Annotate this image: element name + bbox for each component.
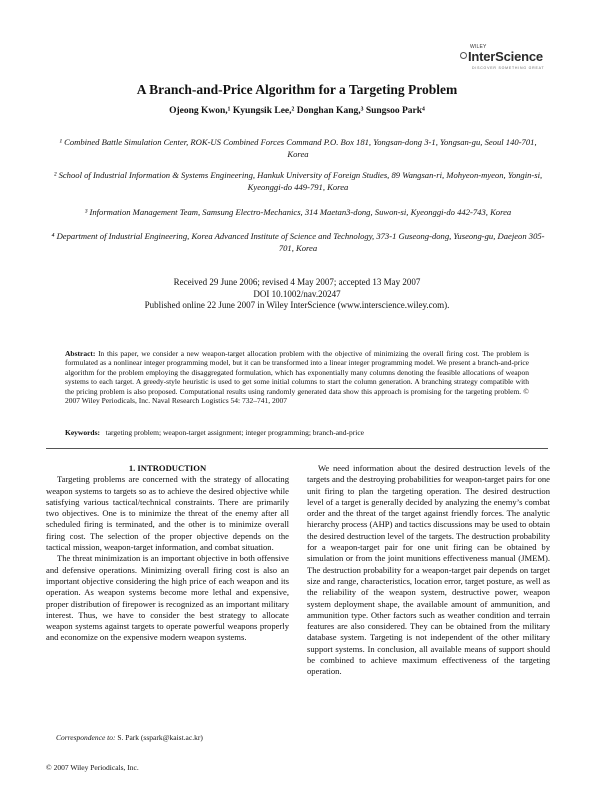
publication-dates: [0, 277, 594, 312]
left-column: [46, 463, 289, 644]
copyright: © 2007 Wiley Periodicals, Inc.: [46, 763, 139, 772]
affiliation-1: ¹ Combined Battle Simulation Center, ROK-US Combined Forces Command P.O. Box 181, Yongsan-dong 3-1, Yongsan-gu, Seoul 140-701, Korea: [59, 137, 537, 159]
logo-main-text: InterScience: [468, 49, 543, 64]
correspondence-text: S. Park (sspark@kaist.ac.kr): [117, 733, 203, 742]
abstract-label: Abstract:: [65, 349, 96, 358]
keywords: [65, 428, 529, 437]
publisher-logo: [460, 44, 554, 74]
paragraph: We need information about the desired destruction levels of the targets and the destroying probabilities for weapon-target pairs for one unit firing to plan the targeting operation. The desired destruction level of a target is generally decided by analyzing the enemy’s combat order and the threat of the target against friendly forces. The analytic hierarchy process (AHP) and tactics discussions may be used to obtain the desired destruction level of the targets. The destruction probability for a weapon-target pair for one unit firing can be obtained by simulation or from the joint munitions effectiveness manual (JMEM). The destruction probability for a weapon-target pair depends on target size and range, characteristics, location error, target posture, as well as the reliability of the weapon system, destructive power, weapon system deployment shape, the available amount of ammunition, and ammunition type. Other factors such as weather condition and terrain features are also considered. They can be obtained from the military database system. Targeting is not independent of the other military support systems. In conclusion, all available means of support should be combined to achieve maximum effectiveness of the targeting operation.: [307, 463, 550, 677]
received-line: Received 29 June 2006; revised 4 May 2007; accepted 13 May 2007: [173, 277, 421, 287]
keywords-text: targeting problem; weapon-target assignment; integer programming; branch-and-price: [105, 428, 365, 437]
correspondence-label: Correspondence to:: [56, 733, 116, 742]
keywords-label: Keywords:: [65, 428, 100, 437]
affiliation-4: ⁴ Department of Industrial Engineering, Korea Advanced Institute of Science and Technology, 373-1 Guseong-dong, Yuseong-gu, Daejeon 305-701, Korea: [51, 231, 545, 253]
logo-top-text: WILEY: [470, 44, 487, 50]
published-line: Published online 22 June 2007 in Wiley InterScience (www.interscience.wiley.com).: [144, 300, 450, 310]
abstract-text: In this paper, we consider a new weapon-target allocation problem with the objective of minimizing the overall firing cost. The problem is formulated as a nonlinear integer programming model, but it can be transformed into a linear integer programming model. We present a branch-and-price algorithm for the problem employing the disaggregated formulation, which has exponentially many columns denoting the feasible allocations of weapon systems to each target. A greedy-style heuristic is used to get some initial columns to start the column generation. A branching strategy compatible with the pricing problem is also proposed. Computational results using randomly generated data show this approach is promising for the targeting problem. © 2007 Wiley Periodicals, Inc. Naval Research Logistics 54: 732–741, 2007: [65, 349, 529, 406]
correspondence-note: [56, 733, 203, 742]
logo-circle-icon: [460, 52, 467, 59]
affiliation-3: ³ Information Management Team, Samsung Electro-Mechanics, 314 Maetan3-dong, Suwon-si, Kyeonggi-do 442-743, Korea: [84, 207, 512, 217]
logo-tagline: DISCOVER SOMETHING GREAT: [472, 66, 545, 70]
doi-line: DOI 10.1002/nav.20247: [253, 288, 341, 299]
paragraph: Targeting problems are concerned with the strategy of allocating weapon systems to targets so as to achieve the desired objective while satisfying various tactical/technical constraints. There are primarily two objectives. One is to minimize the threat of the enemy after all scheduled firing is terminated, and the other is to minimize overall firing cost. The selection of the proper objective depends on the tactical mission, weapon-target information, and combat situation.: [46, 474, 289, 553]
author-list: Ojeong Kwon,¹ Kyungsik Lee,² Donghan Kang,³ Sungsoo Park⁴: [169, 106, 425, 116]
divider: [46, 448, 548, 449]
abstract: [65, 349, 529, 405]
paper-title: A Branch-and-Price Algorithm for a Targeting Problem: [136, 82, 458, 97]
paragraph: The threat minimization is an important objective in both offensive and defensive operations. Minimizing overall firing cost is also an important objective considering the high price of each weapon and its operation. As weapon systems become more lethal and expensive, proper distribution of firepower is recognized as an important military interest. Thus, we have to consider the best strategy to allocate weapon systems against targets to operate powerful weapons properly and economize on the expensive modern weapon systems.: [46, 553, 289, 643]
right-column: [307, 463, 550, 678]
section-heading: 1. INTRODUCTION: [128, 463, 207, 473]
affiliation-2: ² School of Industrial Information & Systems Engineering, Hankuk University of Foreign Studies, 89 Wangsan-ri, Mohyeon-myeon, Yongin-si, Kyeonggi-do 449-791, Korea: [53, 170, 543, 192]
